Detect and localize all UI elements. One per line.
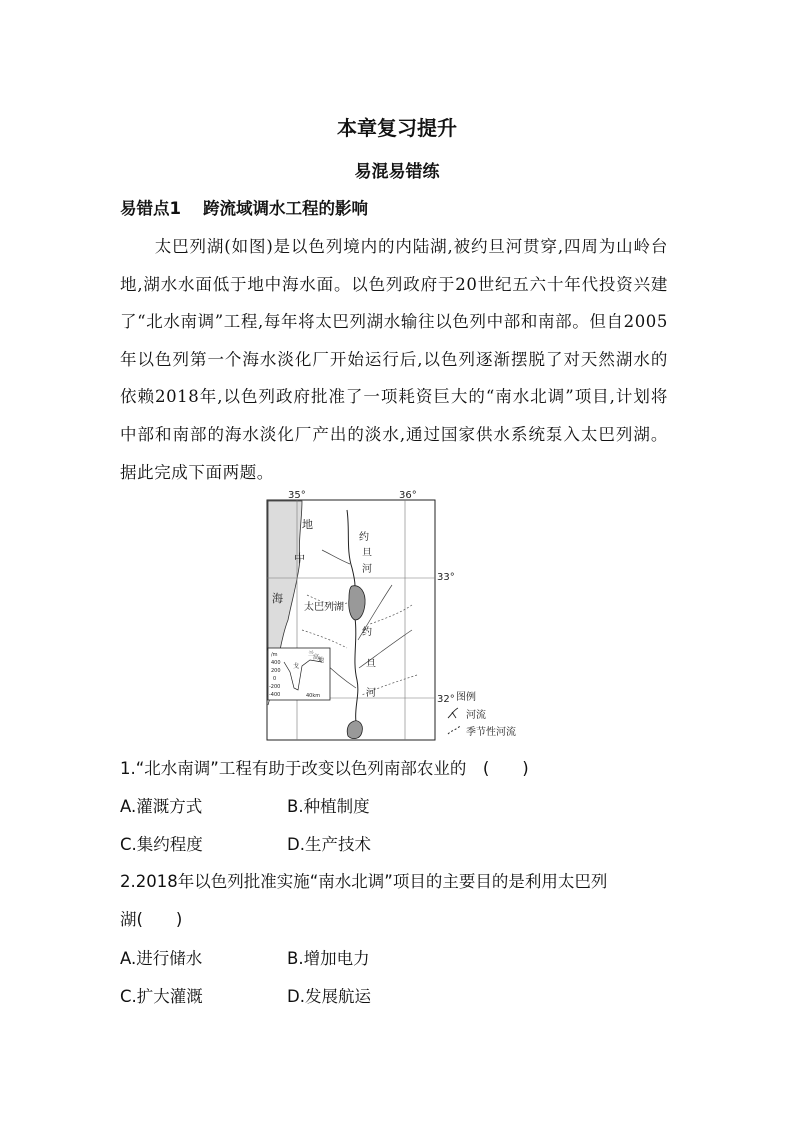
inset-label-3: 高: [313, 654, 320, 661]
lon-label-35: 35°: [288, 490, 306, 501]
inset-x-label: 40km: [306, 693, 321, 699]
lake-tiberias-map: [262, 490, 532, 742]
inset-label-1: 戈: [293, 663, 300, 670]
river-char-4: 约: [362, 627, 372, 638]
error-point-label: 易错点1: [120, 199, 181, 218]
river-char-5: 旦: [366, 659, 376, 670]
inset-y-tick-1: 400: [271, 660, 281, 666]
seasonal-river-2: [370, 605, 412, 624]
jordan-river-lower: [355, 618, 358, 722]
legend-seasonal-label: 季节性河流: [466, 727, 516, 738]
lat-label-33: 33°: [437, 572, 455, 583]
sea-char-3: 海: [272, 592, 283, 605]
sea-char-2: 中: [294, 552, 305, 565]
inset-label-4: 地: [318, 657, 325, 664]
river-char-6: 河: [366, 688, 376, 699]
inset-label-2: 兰: [308, 651, 315, 658]
inset-y-tick-2: 200: [271, 668, 281, 674]
q2-option-b[interactable]: B.增加电力: [287, 949, 370, 968]
river-char-3: 河: [362, 564, 372, 575]
error-point-topic: 跨流域调水工程的影响: [202, 199, 368, 218]
reading-passage: [120, 228, 668, 491]
seasonal-river-3: [302, 630, 347, 648]
lat-label-32: 32°: [437, 694, 455, 705]
question-2-stem-continued: 湖( ): [120, 910, 183, 929]
question-2-stem: 2.2018年以色列批准实施“南水北调”项目的主要目的是利用太巴列: [120, 872, 608, 891]
legend-river-label: 河流: [466, 710, 486, 721]
q1-option-b[interactable]: B.种植制度: [287, 797, 370, 816]
q2-option-c[interactable]: C.扩大灌溉: [120, 987, 203, 1006]
jordan-river-upper: [347, 510, 355, 586]
river-tributary-1: [322, 550, 350, 564]
q1-option-c[interactable]: C.集约程度: [120, 835, 203, 854]
legend-title: 图例: [456, 692, 476, 703]
lake-label: 太巴列湖: [304, 602, 344, 613]
legend-seasonal-symbol: [448, 726, 460, 734]
passage-text: 太巴列湖(如图)是以色列境内的内陆湖,被约旦河贯穿,四周为山岭台地,湖水水面低于地中海水面。以色列政府于20世纪五六十年代投资兴建了“北水南调”工程,每年将太巴列湖水输往以色列中部和南部。但自2005年以色列第一个海水淡化厂开始运行后,以色列逐渐摆脱了对天然湖水的依赖2018年,以色列政府批准了一项耗资巨大的“南水北调”项目,计划将中部和南部的海水淡化厂产出的淡水,通过国家供水系统泵入太巴列湖。据此完成下面两题。: [120, 237, 668, 482]
river-char-1: 约: [359, 532, 369, 543]
page-title: 本章复习提升: [337, 116, 457, 140]
q2-option-a[interactable]: A.进行储水: [120, 949, 203, 968]
error-point-heading: [120, 195, 368, 219]
section-subtitle: 易混易错练: [354, 162, 440, 182]
lon-label-36: 36°: [399, 490, 417, 501]
inset-y-tick-5: -400: [269, 692, 281, 698]
sea-char-1: 地: [302, 518, 313, 531]
q2-option-d[interactable]: D.发展航运: [287, 987, 371, 1006]
dead-sea-shape: [347, 721, 362, 739]
q1-option-d[interactable]: D.生产技术: [287, 835, 371, 854]
river-char-2: 旦: [362, 548, 372, 559]
inset-y-tick-4: -200: [269, 684, 281, 690]
lake-tiberias-shape: [349, 586, 365, 620]
inset-y-unit: /m: [271, 652, 278, 658]
q1-option-a[interactable]: A.灌溉方式: [120, 797, 203, 816]
inset-y-tick-3: 0: [273, 676, 277, 682]
legend-river-symbol: [448, 708, 458, 718]
question-1-stem: 1.“北水南调”工程有助于改变以色列南部农业的 ( ): [120, 759, 529, 778]
